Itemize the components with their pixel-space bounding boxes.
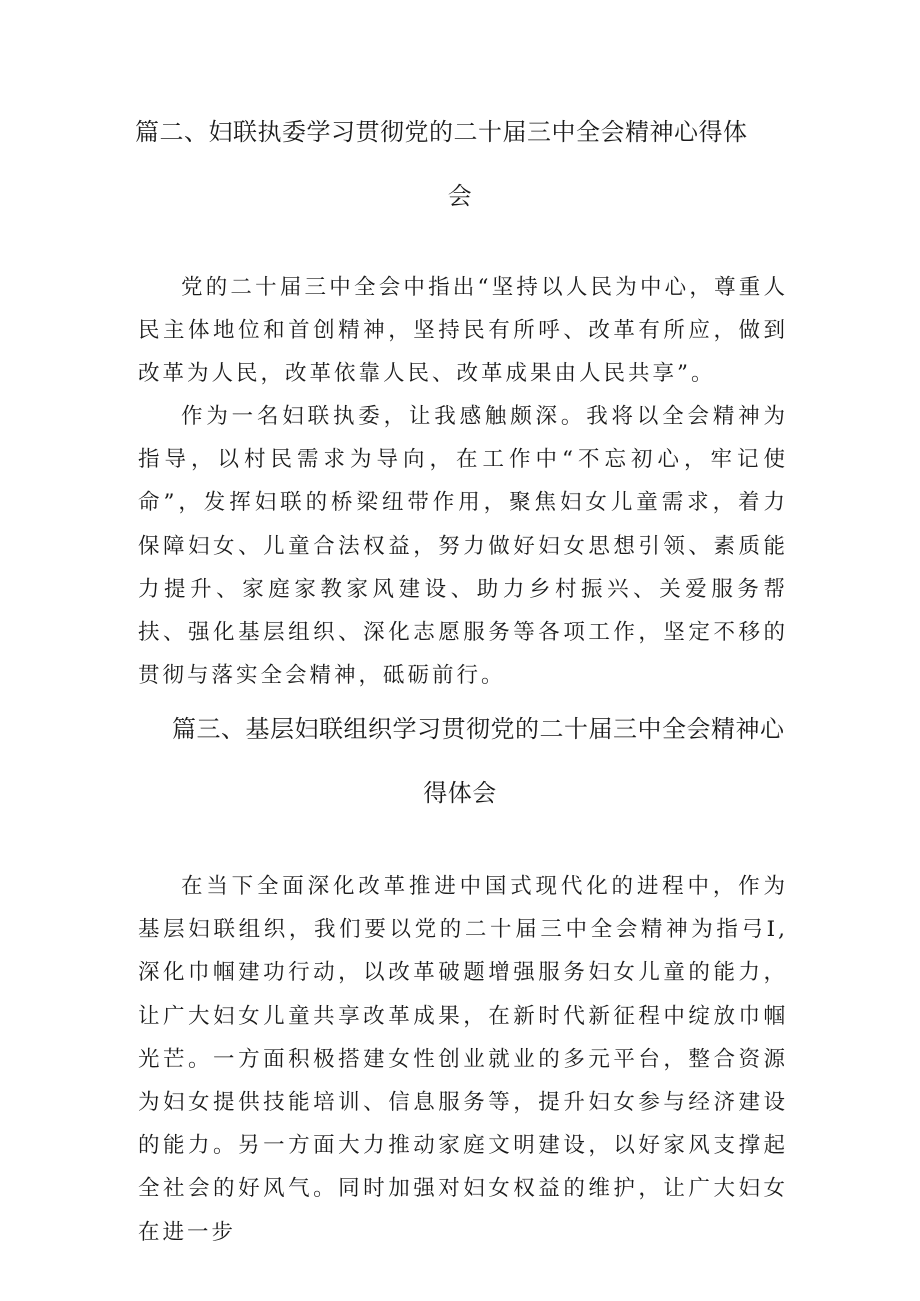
section-3-title-line-2: 得体会	[423, 779, 497, 807]
section-2-paragraph-2: 作为一名妇联执委，让我感触颇深。我将以全会精神为指导，以村民需求为导向，在工作中“不忘初心，牢记使命”，发挥妇联的桥梁纽带作用，聚焦妇女儿童需求，着力保障妇女、儿童合法权益，努力做好妇女思想引领、素质能力提升、家庭家教家风建设、助力乡村振兴、关爱服务帮扶、强化基层组织、深化志愿服务等各项工作，坚定不移的贯彻与落实全会精神，砥砺前行。	[138, 404, 788, 689]
section-3-title	[120, 714, 800, 808]
section-2-title-line-2: 会	[447, 182, 473, 210]
section-2-title	[120, 117, 800, 211]
section-2-title-line-1: 篇二、妇联执委学习贯彻党的二十届三中全会精神心得体	[135, 118, 748, 146]
section-3-title-line-1: 篇三、基层妇联组织学习贯彻党的二十届三中全会精神心	[172, 715, 785, 743]
section-2-paragraph-1: 党的二十届三中全会中指出“坚持以人民为中心，尊重人民主体地位和首创精神，坚持民有所呼、改革有所应，做到改革为人民，改革依靠人民、改革成果由人民共享”。	[138, 275, 788, 387]
section-3-paragraph-1: 在当下全面深化改革推进中国式现代化的进程中，作为基层妇联组织，我们要以党的二十届三中全会精神为指弓I,深化巾帼建功行动，以改革破题增强服务妇女儿童的能力，让广大妇女儿童共享改革成果，在新时代新征程中绽放巾帼光芒。一方面积极搭建女性创业就业的多元平台，整合资源为妇女提供技能培训、信息服务等，提升妇女参与经济建设的能力。另一方面大力推动家庭文明建设，以好家风支撑起全社会的好风气。同时加强对妇女权益的维护，让广大妇女在进一步	[138, 874, 788, 1245]
